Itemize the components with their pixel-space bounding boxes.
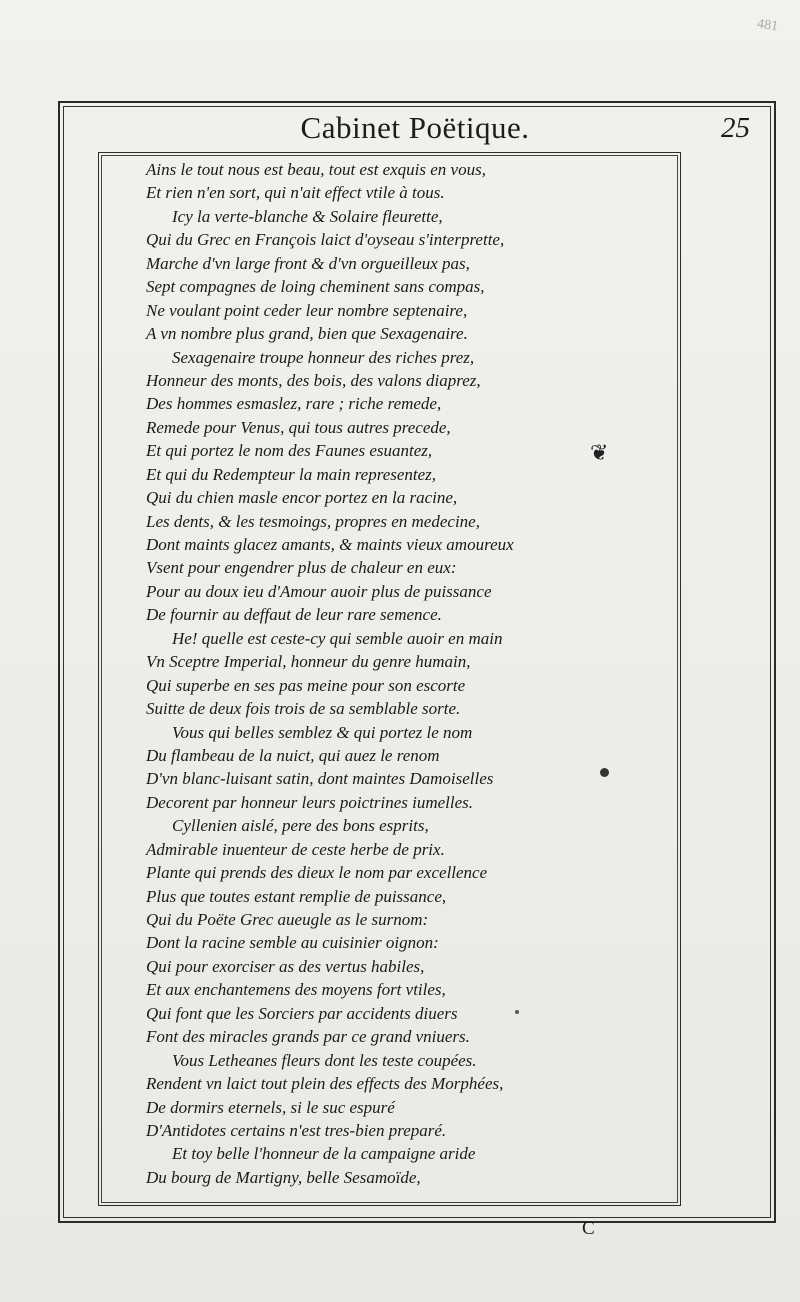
poem-line: Cyllenien aislé, pere des bons esprits, [172, 816, 429, 836]
page-number: 25 [721, 112, 750, 144]
poem-line: Rendent vn laict tout plein des effects des Morphées, [146, 1074, 504, 1094]
ink-spot [515, 1010, 519, 1014]
poem-line: Ne voulant point ceder leur nombre septenaire, [146, 300, 468, 320]
poem-text-block [146, 158, 616, 1189]
poem-line: De fournir au deffaut de leur rare semence. [146, 605, 442, 625]
poem-line: A vn nombre plus grand, bien que Sexagenaire. [146, 324, 468, 344]
poem-line: Ains le tout nous est beau, tout est exquis en vous, [146, 160, 486, 179]
poem-line: Et aux enchantemens des moyens fort vtiles, [146, 980, 446, 1000]
poem-line: Font des miracles grands par ce grand vniuers. [146, 1027, 470, 1047]
poem-line: He! quelle est ceste-cy qui semble auoir en main [172, 628, 503, 648]
poem-line: Et qui portez le nom des Faunes esuantez, [146, 441, 433, 461]
signature-mark: C [582, 1218, 595, 1239]
poem-line: Icy la verte-blanche & Solaire fleurette, [172, 206, 443, 226]
poem-line: Dont maints glacez amants, & maints vieux amoureux [146, 535, 514, 554]
poem-line: Dont la racine semble au cuisinier oignon: [146, 933, 439, 953]
running-header [60, 104, 770, 152]
poem-line: Decorent par honneur leurs poictrines iumelles. [146, 792, 474, 812]
poem-line: Et qui du Redempteur la main representez, [146, 464, 437, 484]
poem-line: De dormirs eternels, si le suc espuré [146, 1097, 395, 1117]
poem-line: Qui font que les Sorciers par accidents diuers [146, 1003, 458, 1023]
poem-line: D'Antidotes certains n'est tres-bien preparé. [146, 1120, 447, 1140]
poem-line: Qui pour exorciser as des vertus habiles, [146, 956, 425, 976]
poem-line: Et rien n'en sort, qui n'ait effect vtile à tous. [146, 183, 445, 203]
poem-line: Vn Sceptre Imperial, honneur du genre humain, [146, 652, 471, 672]
poem-line: Plante qui prends des dieux le nom par excellence [146, 863, 488, 883]
poem-line: Vsent pour engendrer plus de chaleur en eux: [146, 558, 457, 578]
poem-line: Vous Letheanes fleurs dont les teste coupées. [172, 1050, 477, 1070]
fleuron-ornament-icon: ❦ [590, 440, 609, 465]
poem-line: Qui superbe en ses pas meine pour son escorte [146, 675, 466, 695]
poem-line: Sexagenaire troupe honneur des riches prez, [172, 347, 475, 367]
poem-line: Qui du Grec en François laict d'oyseau s'interprette, [146, 230, 505, 250]
poem-line: Et toy belle l'honneur de la campaigne aride [172, 1144, 476, 1164]
poem-line: D'vn blanc-luisant satin, dont maintes Damoiselles [146, 769, 494, 789]
poem-line: Qui du chien masle encor portez en la racine, [146, 488, 458, 508]
poem-line: Admirable inuenteur de ceste herbe de prix. [146, 839, 445, 859]
poem-line: Du bourg de Martigny, belle Sesamoïde, [146, 1167, 421, 1187]
poem-line: Vous qui belles semblez & qui portez le nom [172, 722, 473, 742]
poem-line: Du flambeau de la nuict, qui auez le renom [146, 745, 440, 765]
poem-line: Sept compagnes de loing cheminent sans compas, [146, 277, 485, 297]
poem-line: Marche d'vn large front & d'vn orgueilleux pas, [146, 253, 470, 273]
poem-line: Qui du Poëte Grec aueugle as le surnom: [146, 910, 429, 929]
page-title: Cabinet Poëtique. [300, 110, 530, 145]
poem-line: Pour au doux ieu d'Amour auoir plus de puissance [146, 581, 492, 601]
ink-spot [600, 768, 609, 777]
poem-line: Les dents, & les tesmoings, propres en medecine, [146, 511, 480, 531]
poem-line: Remede pour Venus, qui tous autres precede, [146, 417, 451, 437]
corner-pencil-note: 481 [756, 16, 780, 35]
poem-line: Suitte de deux fois trois de sa semblable sorte. [146, 699, 461, 719]
poem-line: Plus que toutes estant remplie de puissance, [146, 886, 447, 906]
poem-line: Honneur des monts, des bois, des valons diaprez, [146, 370, 481, 390]
poem-line: Des hommes esmaslez, rare ; riche remede, [146, 394, 442, 414]
